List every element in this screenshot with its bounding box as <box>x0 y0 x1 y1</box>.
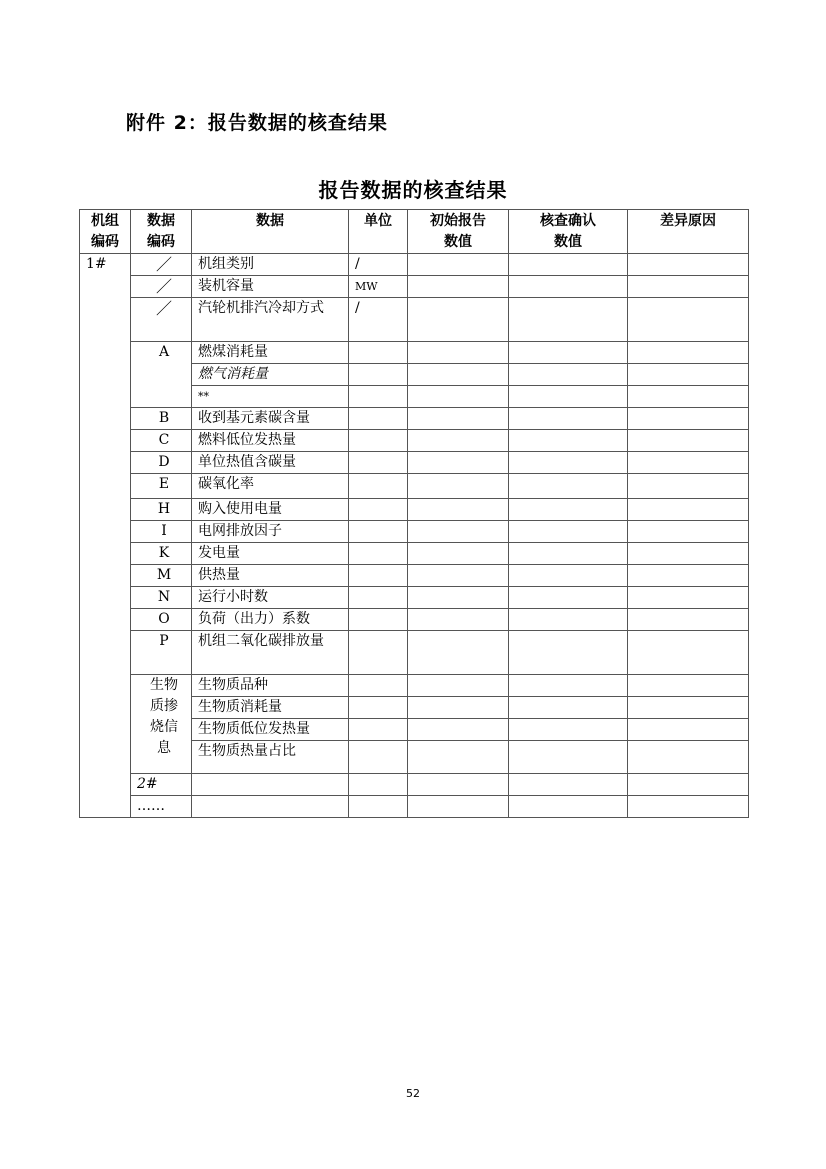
initial-value-cell <box>408 499 509 521</box>
confirmed-value-cell <box>509 474 628 499</box>
initial-value-cell <box>408 254 509 276</box>
table-row <box>80 474 749 499</box>
unit-cell <box>349 565 408 587</box>
unit-cell <box>349 408 408 430</box>
confirmed-value-cell <box>509 386 628 408</box>
table-title: 报告数据的核查结果 <box>318 178 508 202</box>
initial-value-cell <box>408 521 509 543</box>
diff-reason-cell <box>628 631 749 675</box>
data-code: C <box>131 430 192 452</box>
initial-value-cell <box>408 474 509 499</box>
initial-value-cell <box>408 675 509 697</box>
header-data: 数据 <box>192 210 349 254</box>
header-diff-reason: 差异原因 <box>628 210 749 254</box>
header-initial-value: 初始报告 数值 <box>408 210 509 254</box>
table-row <box>80 609 749 631</box>
initial-value-cell <box>408 587 509 609</box>
unit-cell: / <box>349 298 408 342</box>
data-code: D <box>131 452 192 474</box>
table-row <box>80 452 749 474</box>
diff-reason-cell <box>628 276 749 298</box>
diff-reason-cell <box>628 474 749 499</box>
unit-2-code: 2# <box>131 774 192 796</box>
diff-reason-cell <box>628 452 749 474</box>
data-name-cell: 燃煤消耗量 <box>192 342 349 364</box>
unit-cell <box>349 342 408 364</box>
unit-cell <box>349 543 408 565</box>
header-unit-code: 机组 编码 <box>80 210 131 254</box>
confirmed-value-cell <box>509 364 628 386</box>
table-row <box>80 298 749 342</box>
initial-value-cell <box>408 276 509 298</box>
data-code: O <box>131 609 192 631</box>
initial-value-cell <box>408 543 509 565</box>
unit-cell: / <box>349 254 408 276</box>
unit-cell <box>349 675 408 697</box>
confirmed-value-cell <box>509 254 628 276</box>
diff-reason-cell <box>628 521 749 543</box>
initial-value-cell <box>408 342 509 364</box>
confirmed-value-cell <box>509 408 628 430</box>
data-name-cell: 燃气消耗量 <box>192 364 349 386</box>
diff-reason-cell <box>628 565 749 587</box>
data-name-cell: 生物质品种 <box>192 675 349 697</box>
diff-reason-cell <box>628 408 749 430</box>
header-data-code: 数据 编码 <box>131 210 192 254</box>
confirmed-value-cell <box>509 631 628 675</box>
initial-value-cell <box>408 565 509 587</box>
data-code: ／ <box>131 298 192 342</box>
diff-reason-cell <box>628 587 749 609</box>
table-row <box>80 342 749 364</box>
data-code: M <box>131 565 192 587</box>
initial-value-cell <box>408 430 509 452</box>
data-code: N <box>131 587 192 609</box>
diff-reason-cell <box>628 499 749 521</box>
diff-reason-cell <box>628 254 749 276</box>
table-row <box>80 774 749 796</box>
initial-value-cell <box>408 741 509 774</box>
diff-reason-cell <box>628 298 749 342</box>
diff-reason-cell <box>628 430 749 452</box>
data-name-cell: 负荷（出力）系数 <box>192 609 349 631</box>
data-name-cell: 发电量 <box>192 543 349 565</box>
data-code: ／ <box>131 276 192 298</box>
table-header-row <box>80 210 749 254</box>
ellipsis-cell: …… <box>131 796 192 818</box>
data-code: E <box>131 474 192 499</box>
data-name-cell: 生物质低位发热量 <box>192 719 349 741</box>
table-row <box>80 631 749 675</box>
diff-reason-cell <box>628 675 749 697</box>
initial-value-cell <box>408 364 509 386</box>
confirmed-value-cell <box>509 276 628 298</box>
confirmed-value-cell <box>509 452 628 474</box>
header-confirmed-value: 核查确认 数值 <box>509 210 628 254</box>
diff-reason-cell <box>628 386 749 408</box>
page-heading: 附件 2：报告数据的核查结果 <box>126 112 388 134</box>
confirmed-value-cell <box>509 719 628 741</box>
table-row <box>80 408 749 430</box>
unit-1-code: 1# <box>80 254 131 818</box>
data-name-cell: 购入使用电量 <box>192 499 349 521</box>
confirmed-value-cell <box>509 609 628 631</box>
confirmed-value-cell <box>509 565 628 587</box>
confirmed-value-cell <box>509 298 628 342</box>
data-name-cell: 碳氧化率 <box>192 474 349 499</box>
unit-cell <box>349 609 408 631</box>
header-unit: 单位 <box>349 210 408 254</box>
initial-value-cell <box>408 719 509 741</box>
diff-reason-cell <box>628 741 749 774</box>
confirmed-value-cell <box>509 521 628 543</box>
data-name-cell: 燃料低位发热量 <box>192 430 349 452</box>
data-code: ／ <box>131 254 192 276</box>
unit-cell <box>349 631 408 675</box>
data-name-cell: 生物质热量占比 <box>192 741 349 774</box>
data-name-cell: 机组类别 <box>192 254 349 276</box>
diff-reason-cell <box>628 719 749 741</box>
confirmed-value-cell <box>509 342 628 364</box>
biomass-label: 生物 质掺 烧信 息 <box>131 675 192 774</box>
confirmed-value-cell <box>509 587 628 609</box>
table-row <box>80 543 749 565</box>
page-number: 52 <box>406 1087 420 1100</box>
data-name-cell: 生物质消耗量 <box>192 697 349 719</box>
diff-reason-cell <box>628 609 749 631</box>
unit-cell <box>349 499 408 521</box>
table-row <box>80 276 749 298</box>
unit-cell <box>349 697 408 719</box>
initial-value-cell <box>408 609 509 631</box>
data-name-cell: 装机容量 <box>192 276 349 298</box>
unit-cell <box>349 719 408 741</box>
table-row <box>80 254 749 276</box>
diff-reason-cell <box>628 697 749 719</box>
data-code: K <box>131 543 192 565</box>
initial-value-cell <box>408 386 509 408</box>
unit-cell <box>349 521 408 543</box>
data-code: I <box>131 521 192 543</box>
confirmed-value-cell <box>509 741 628 774</box>
table-row <box>80 675 749 697</box>
data-name-cell: 汽轮机排汽冷却方式 <box>192 298 349 342</box>
table-row <box>80 430 749 452</box>
confirmed-value-cell <box>509 430 628 452</box>
diff-reason-cell <box>628 342 749 364</box>
confirmed-value-cell <box>509 499 628 521</box>
unit-cell <box>349 587 408 609</box>
data-name-cell: ** <box>192 386 349 408</box>
unit-cell <box>349 386 408 408</box>
diff-reason-cell <box>628 364 749 386</box>
unit-cell <box>349 364 408 386</box>
data-name-cell: 电网排放因子 <box>192 521 349 543</box>
unit-cell <box>349 430 408 452</box>
initial-value-cell <box>408 631 509 675</box>
data-name-cell: 运行小时数 <box>192 587 349 609</box>
data-name-cell: 单位热值含碳量 <box>192 452 349 474</box>
table-row <box>80 521 749 543</box>
initial-value-cell <box>408 298 509 342</box>
initial-value-cell <box>408 697 509 719</box>
data-name-cell: 机组二氧化碳排放量 <box>192 631 349 675</box>
confirmed-value-cell <box>509 543 628 565</box>
data-code: B <box>131 408 192 430</box>
table-row <box>80 565 749 587</box>
table-row <box>80 499 749 521</box>
data-name-cell: 收到基元素碳含量 <box>192 408 349 430</box>
initial-value-cell <box>408 452 509 474</box>
initial-value-cell <box>408 408 509 430</box>
data-code: H <box>131 499 192 521</box>
unit-cell <box>349 474 408 499</box>
verification-table <box>79 209 749 818</box>
unit-cell <box>349 741 408 774</box>
unit-cell <box>349 452 408 474</box>
confirmed-value-cell <box>509 697 628 719</box>
table-row <box>80 587 749 609</box>
table-row <box>80 796 749 818</box>
data-name-cell: 供热量 <box>192 565 349 587</box>
diff-reason-cell <box>628 543 749 565</box>
unit-cell: MW <box>349 276 408 298</box>
data-code: A <box>131 342 192 408</box>
data-code: P <box>131 631 192 675</box>
confirmed-value-cell <box>509 675 628 697</box>
